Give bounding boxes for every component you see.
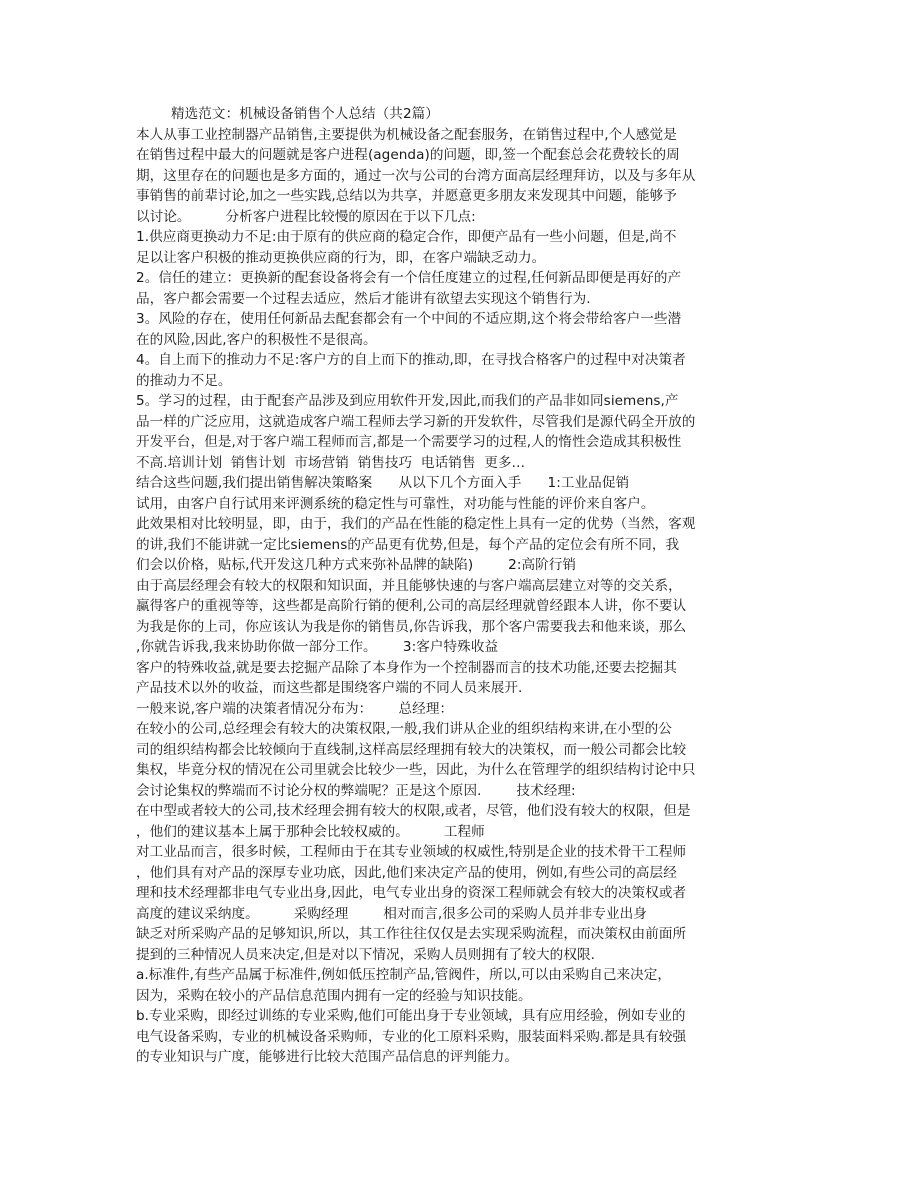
body-line: 高度的建议采纳度。 采购经理 相对而言,很多公司的采购人员并非专业出身 bbox=[136, 905, 647, 922]
body-line: b.专业采购，即经过训练的专业采购,他们可能出身于专业领域，具有应用经验，例如专业的 bbox=[136, 1008, 686, 1024]
body-line: 期，这里存在的问题也是多方面的，通过一次与公司的台湾方面高层经理拜访，以及与多年从 bbox=[136, 167, 696, 184]
body-line: 缺乏对所采购产品的足够知识,所以，其工作往往仅仅是去实现采购流程，而决策权由前面所 bbox=[136, 926, 687, 942]
body-line: 为我是你的上司，你应该认为我是你的销售员,你告诉我，那个客户需要我去和他来谈，那么 bbox=[136, 618, 687, 635]
body-line: 3。风险的存在，使用任何新品去配套都会有一个中间的不适应期,这个将会带给客户一些潜 bbox=[136, 311, 682, 327]
body-line: 在较小的公司,总经理会有较大的决策权限,一般,我们讲从企业的组织结构来讲,在小型的公 bbox=[136, 721, 672, 737]
body-line: 此效果相对比较明显，即，由于，我们的产品在性能的稳定性上具有一定的优势（当然，客观 bbox=[136, 516, 696, 532]
body-line: 品一样的广泛应用，这就造成客户端工程师去学习新的开发软件，尽管我们是源代码全开放的 bbox=[136, 413, 696, 430]
body-line: 在中型或者较大的公司,技术经理会拥有较大的权限,或者，尽管，他们没有较大的权限，但是 bbox=[136, 803, 691, 819]
body-line: 司的组织结构都会比较倾向于直线制,这样高层经理拥有较大的决策权，而一般公司都会比较 bbox=[136, 741, 687, 758]
body-line: a.标准件,有些产品属于标准件,例如低压控制产品,管阀件，所以,可以由采购自己来决定， bbox=[136, 967, 672, 983]
body-line: 不高.培训计划 销售计划 市场营销 销售技巧 电话销售 更多… bbox=[136, 454, 526, 471]
body-line: 由于高层经理会有较大的权限和知识面，并且能够快速的与客户端高层建立对等的交关系， bbox=[136, 577, 682, 594]
body-line: 试用，由客户自行试用来评测系统的稳定性与可靠性，对功能与性能的评价来自客户。 bbox=[136, 495, 655, 512]
body-line: 一般来说,客户端的决策者情况分布为： 总经理： bbox=[136, 700, 454, 717]
body-line: 会讨论集权的弊端而不讨论分权的弊端呢？正是这个原因. 技术经理: bbox=[136, 782, 576, 799]
body-line: 提到的三种情况人员来决定,但是对以下情况，采购人员则拥有了较大的权限. bbox=[136, 946, 595, 963]
body-line: 集权，毕竟分权的情况在公司里就会比较少一些，因此，为什么在管理学的组织结构讨论中只 bbox=[136, 762, 696, 778]
body-line: 产品技术以外的收益，而这些都是围绕客户端的不同人员来展开. bbox=[136, 680, 523, 696]
body-line: 开发平台，但是,对于客户端工程师而言,都是一个需要学习的过程,人的惰性会造成其积极性 bbox=[136, 434, 682, 450]
body-line: ,你就告诉我,我来协助你做一部分工作。 3:客户特殊收益 bbox=[136, 639, 499, 655]
body-line: 电气设备采购，专业的机械设备采购师，专业的化工原料采购，服装面料采购.都是具有较强 bbox=[136, 1028, 687, 1045]
body-line: 5。学习的过程，由于配套产品涉及到应用软件开发,因此,而我们的产品非如同siemens,产 bbox=[136, 393, 679, 409]
body-line: ，他们的建议基本上属于那种会比较权威的。 工程师 bbox=[136, 823, 485, 840]
body-line: 理和技术经理都非电气专业出身,因此，电气专业出身的资深工程师就会有较大的决策权或者 bbox=[136, 885, 687, 901]
body-line: 以讨论。 分析客户进程比较慢的原因在于以下几点: bbox=[136, 208, 476, 225]
body-line: 结合这些问题,我们提出销售解决策略案 从以下几个方面入手 1:工业品促销 bbox=[136, 475, 630, 491]
body-line: 赢得客户的重视等等，这些都是高阶行销的便利,公司的高层经理就曾经跟本人讲，你不要认 bbox=[136, 598, 687, 614]
body-line: 客户的特殊收益,就是要去挖掘产品除了本身作为一个控制器而言的技术功能,还要去挖掘其 bbox=[136, 659, 677, 676]
body-line: 在的风险,因此,客户的积极性不是很高。 bbox=[136, 331, 377, 348]
document-body bbox=[136, 104, 786, 1068]
body-line: 在销售过程中最大的问题就是客户进程(agenda)的问题，即,签一个配套总会花费较长的周 bbox=[136, 147, 680, 163]
body-line: 们会以价格，贴标,代开发这几种方式来弥补品牌的缺陷) 2:高阶行销 bbox=[136, 557, 577, 573]
document-title: 精选范文：机械设备销售个人总结（共2篇） bbox=[171, 106, 439, 122]
body-line: 因为，采购在较小的产品信息范围内拥有一定的经验与知识技能。 bbox=[136, 987, 532, 1004]
body-line: 对工业品而言，很多时候，工程师由于在其专业领域的权威性,特别是企业的技术骨干工程师 bbox=[136, 844, 687, 860]
body-line: 本人从事工业控制器产品销售,主要提供为机械设备之配套服务，在销售过程中,个人感觉是 bbox=[136, 126, 677, 143]
body-line: ，他们具有对产品的深厚专业功底，因此,他们来决定产品的使用，例如,有些公司的高层经 bbox=[136, 864, 677, 881]
body-line: 2。信任的建立：更换新的配套设备将会有一个信任度建立的过程,任何新品即便是再好的产 bbox=[136, 270, 682, 286]
body-line: 品，客户都会需要一个过程去适应，然后才能讲有欲望去实现这个销售行为. bbox=[136, 290, 591, 307]
body-line: 的专业知识与广度，能够进行比较大范围产品信息的评判能力。 bbox=[136, 1049, 519, 1065]
body-line: 1.供应商更换动力不足:由于原有的供应商的稳定合作，即便产品有一些小问题，但是,尚不 bbox=[136, 229, 677, 245]
body-line: 的推动力不足。 bbox=[136, 372, 232, 389]
body-line: 事销售的前辈讨论,加之一些实践,总结以为共享，并愿意更多朋友来发现其中问题，能够予 bbox=[136, 188, 677, 204]
body-line: 的讲,我们不能讲就一定比siemens的产品更有优势,但是，每个产品的定位会有所不同，我 bbox=[136, 536, 680, 553]
body-line: 足以让客户积极的推动更换供应商的行为，即，在客户端缺乏动力。 bbox=[136, 249, 546, 266]
body-line: 4。自上而下的推动力不足:客户方的自上而下的推动,即，在寻找合格客户的过程中对决策者 bbox=[136, 352, 686, 368]
